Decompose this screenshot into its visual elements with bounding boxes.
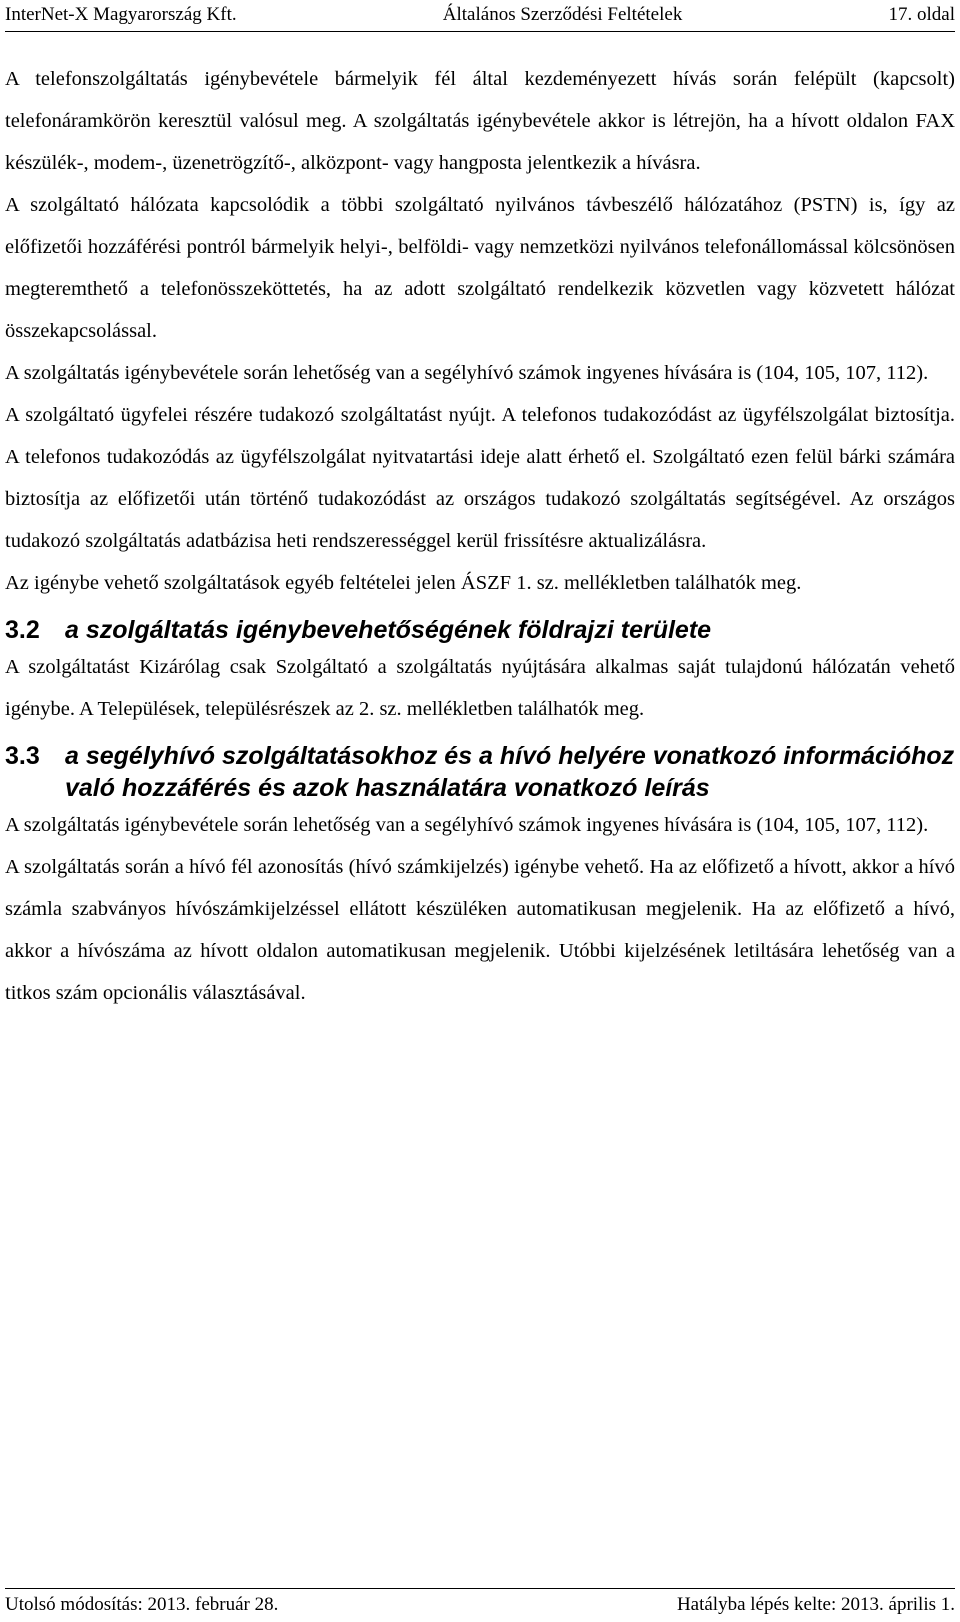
paragraph-service-area: A szolgáltatást Kizárólag csak Szolgáltató a szolgáltatás nyújtására alkalmas saját tulajdonú hálózatán vehető igénybe. A Települések, településrészek az 2. sz. mellékletben találhatók meg.: [5, 656, 955, 720]
document-body: [5, 58, 955, 1014]
footer-effective-date: Hatályba lépés kelte: 2013. április 1.: [676, 1594, 955, 1615]
paragraph-emergency-numbers: A szolgáltatás igénybevétele során lehetőség van a segélyhívó számok ingyenes hívására is (104, 105, 107, 112).: [5, 362, 929, 384]
header-company: InterNet-X Magyarország Kft.: [5, 4, 237, 25]
paragraph-caller-id: A szolgáltatás során a hívó fél azonosítás (hívó számkijelzés) igénybe vehető. Ha az előfizető a hívott, akkor a hívó számla szabványos hívószámkijelzéssel ellátott készüléken automatikusan megjelenik. Ha az előfizető a hívó, akkor a hívószáma az hívott oldalon automatikusan megjelenik. Utóbbi kijelzésének letiltására lehetőség van a titkos szám opcionális választásával.: [5, 856, 955, 1004]
paragraph-conditions: Az igénybe vehető szolgáltatások egyéb feltételei jelen ÁSZF 1. sz. mellékletben találhatók meg.: [5, 572, 802, 594]
section-number: 3.3: [5, 742, 40, 770]
header-document-title: Általános Szerződési Feltételek: [442, 4, 683, 25]
paragraph-directory: A szolgáltató ügyfelei részére tudakozó szolgáltatást nyújt. A telefonos tudakozódást az ügyfélszolgálat biztosítja. A telefonos tudakozódás az ügyfélszolgálat nyitvatartási ideje alatt érhető el. Szolgáltató ezen felül bárki számára biztosítja az előfizetői után történő tudakozódást az országos tudakozó szolgáltatás segítségével. Az országos tudakozó szolgáltatás adatbázisa heti rendszerességgel kerül frissítésre aktualizálásra.: [5, 404, 955, 552]
section-title: a segélyhívó szolgáltatásokhoz és a hívó helyére vonatkozó információhoz való hozzáférés és azok használatára vonatkozó leírás: [65, 742, 955, 802]
section-number: 3.2: [5, 616, 40, 644]
header-page-number: 17. oldal: [888, 4, 955, 25]
page-footer: [5, 1592, 955, 1618]
paragraph-call-setup: A telefonszolgáltatás igénybevétele bármelyik fél által kezdeményezett hívás során felépült (kapcsolt) telefonáramkörön keresztül valósul meg. A szolgáltatás igénybevétele akkor is létrejön, ha a hívott oldalon FAX készülék-, modem-, üzenetrögzítő-, alközpont- vagy hangposta jelentkezik a hívásra.: [5, 68, 955, 174]
section-title: a szolgáltatás igénybevehetőségének földrajzi területe: [65, 616, 712, 644]
paragraph-pstn: A szolgáltató hálózata kapcsolódik a többi szolgáltató nyilvános távbeszélő hálózatához (PSTN) is, így az előfizetői hozzáférési pontról bármelyik helyi-, belföldi- vagy nemzetközi nyilvános telefonállomással kölcsönösen megteremthető a telefonösszeköttetés, ha az adott szolgáltató rendelkezik közvetlen vagy közvetett hálózat összekapcsolással.: [5, 194, 955, 342]
section-heading-3-3: [5, 740, 955, 804]
footer-divider: [5, 1588, 955, 1589]
paragraph-emergency-access: A szolgáltatás igénybevétele során lehetőség van a segélyhívó számok ingyenes hívására is (104, 105, 107, 112).: [5, 814, 929, 836]
header-divider: [5, 31, 955, 32]
page-header: [5, 2, 955, 28]
section-heading-3-2: [5, 614, 955, 646]
footer-last-modified: Utolsó módosítás: 2013. február 28.: [5, 1594, 279, 1615]
